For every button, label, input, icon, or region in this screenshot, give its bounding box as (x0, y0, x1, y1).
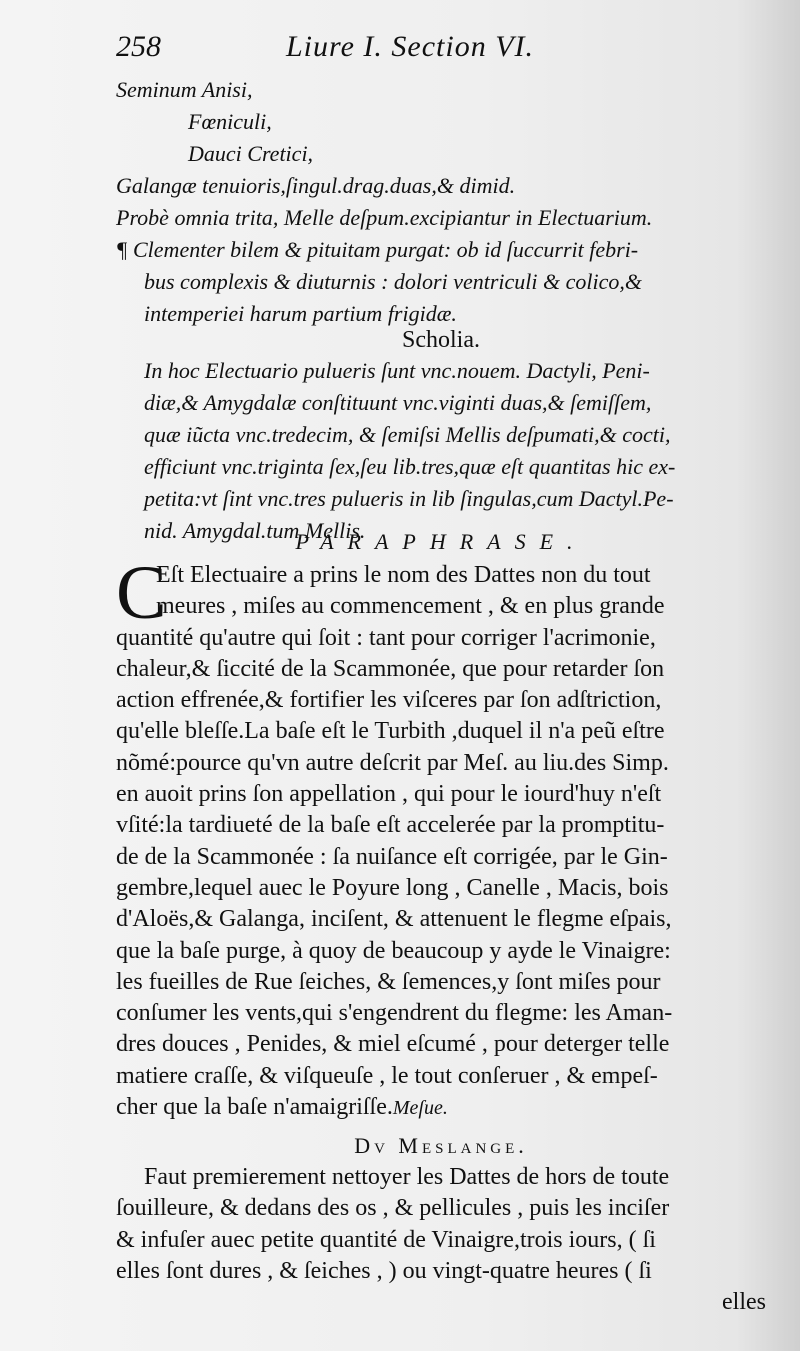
scholia-line: quæ iũcta vnc.tredecim, & ſemiſsi Mellis deſpumati,& cocti, (144, 422, 671, 447)
formula-line: Galangæ tenuioris,ſingul.drag.duas,& dimid. (116, 173, 516, 198)
paraphrase-attribution: Meſue. (392, 1097, 448, 1120)
paraphrase-line: matiere craſſe, & viſqueuſe , le tout conſeruer , & empeſ- (116, 1062, 658, 1089)
paraphrase-line: de de la Scammonée : ſa nuiſance eſt corrigée, par le Gin- (116, 843, 668, 870)
paraphrase-line: d'Aloës,& Galanga, inciſent, & attenuent le flegme eſpais, (116, 906, 672, 933)
drop-cap: C (116, 551, 167, 635)
paraphrase-line: conſumer les vents,qui s'engendrent du flegme: les Aman- (116, 1000, 673, 1027)
paraphrase-heading (116, 526, 766, 558)
paraphrase-line: vſité:la tardiueté de la baſe eſt accelerée par la promptitu- (116, 812, 665, 839)
scholia-line: diæ,& Amygdalæ conſtituunt vnc.viginti duas,& ſemiſſem, (144, 390, 652, 415)
paraphrase-line: gembre,lequel auec le Poyure long , Canelle , Macis, bois (116, 874, 669, 901)
page-number: 258 (116, 30, 161, 63)
scholia-block (116, 355, 766, 547)
paraphrase-line: qu'elle bleſſe.La baſe eſt le Turbith ,duquel il n'a peũ eſtre (116, 718, 665, 745)
paraphrase-line: Eſt Electuaire a prins le nom des Dattes non du tout (156, 562, 651, 588)
formula-line: Seminum Anisi, (116, 77, 253, 102)
running-head: Liure I. Section VI. (286, 30, 535, 63)
paraphrase-line: meures , miſes au commencement , & en plus grande (156, 593, 665, 620)
scholia-line: efficiunt vnc.triginta ſex,ſeu lib.tres,quæ eſt quantitas hic ex- (144, 454, 676, 479)
paraphrase-line: action effrenée,& fortifier les viſceres par ſon adſtriction, (116, 687, 662, 714)
paraphrase-line: cher que la baſe n'amaigriſſe. (116, 1094, 393, 1121)
scholia-title: Scholia. (402, 327, 480, 353)
meslange-line: ſouilleure, & dedans des os , & pellicules , puis les inciſer (116, 1195, 670, 1222)
meslange-block (116, 1162, 766, 1318)
meslange-line: & infuſer auec petite quantité de Vinaigre,trois iours, ( ſi (116, 1226, 656, 1253)
paraphrase-last-line (116, 1092, 766, 1124)
meslange-line: Faut premierement nettoyer les Dattes de hors de toute (144, 1164, 670, 1190)
paraphrase-title: PARAPHRASE. (295, 529, 587, 554)
paraphrase-line: chaleur,& ſiccité de la Scammonée, que pour retarder ſon (116, 655, 665, 682)
paraphrase-line: dres douces , Penides, & miel eſcumé , pour deterger telle (116, 1031, 670, 1058)
paraphrase-block (116, 560, 766, 1124)
paraphrase-line: les fueilles de Rue ſeiches, & ſemences,y ſont miſes pour (116, 968, 661, 995)
scholia-line: nid. Amygdal.tum Mellis. (144, 518, 366, 543)
page-header (116, 30, 776, 70)
formula-line: Probè omnia trita, Melle deſpum.excipiantur in Electuarium. (116, 205, 653, 230)
formula-line: intemperiei harum partium frigidæ. (144, 301, 457, 326)
formula-line: bus complexis & diuturnis : dolori ventriculi & colico,& (144, 269, 642, 294)
paraphrase-line: en auoit prins ſon appellation , qui pour le iourd'huy n'eſt (116, 781, 662, 808)
scholia-line: In hoc Electuario pulueris ſunt vnc.nouem. Dactyli, Peni- (144, 358, 650, 383)
formula-block (116, 74, 766, 330)
paraphrase-line: quantité qu'autre qui ſoit : tant pour corriger l'acrimonie, (116, 624, 656, 651)
formula-line: Dauci Cretici, (188, 141, 314, 166)
meslange-line: elles ſont dures , & ſeiches , ) ou vingt-quatre heures ( ſi (116, 1257, 652, 1284)
formula-line: ¶ Clementer bilem & pituitam purgat: ob id ſuccurrit febri- (116, 237, 639, 262)
section-title-meslange: Dv Meslange. (354, 1133, 528, 1158)
formula-line: Fœniculi, (188, 109, 272, 134)
scholia-line: petita:vt ſint vnc.tres pulueris in lib ſingulas,cum Dactyl.Pe- (144, 486, 674, 511)
paraphrase-line: nõmé:pource qu'vn autre deſcrit par Meſ. au liu.des Simp. (116, 749, 669, 776)
paraphrase-line: que la baſe purge, à quoy de beaucoup y ayde le Vinaigre: (116, 937, 671, 964)
catchword: elles (722, 1289, 766, 1316)
